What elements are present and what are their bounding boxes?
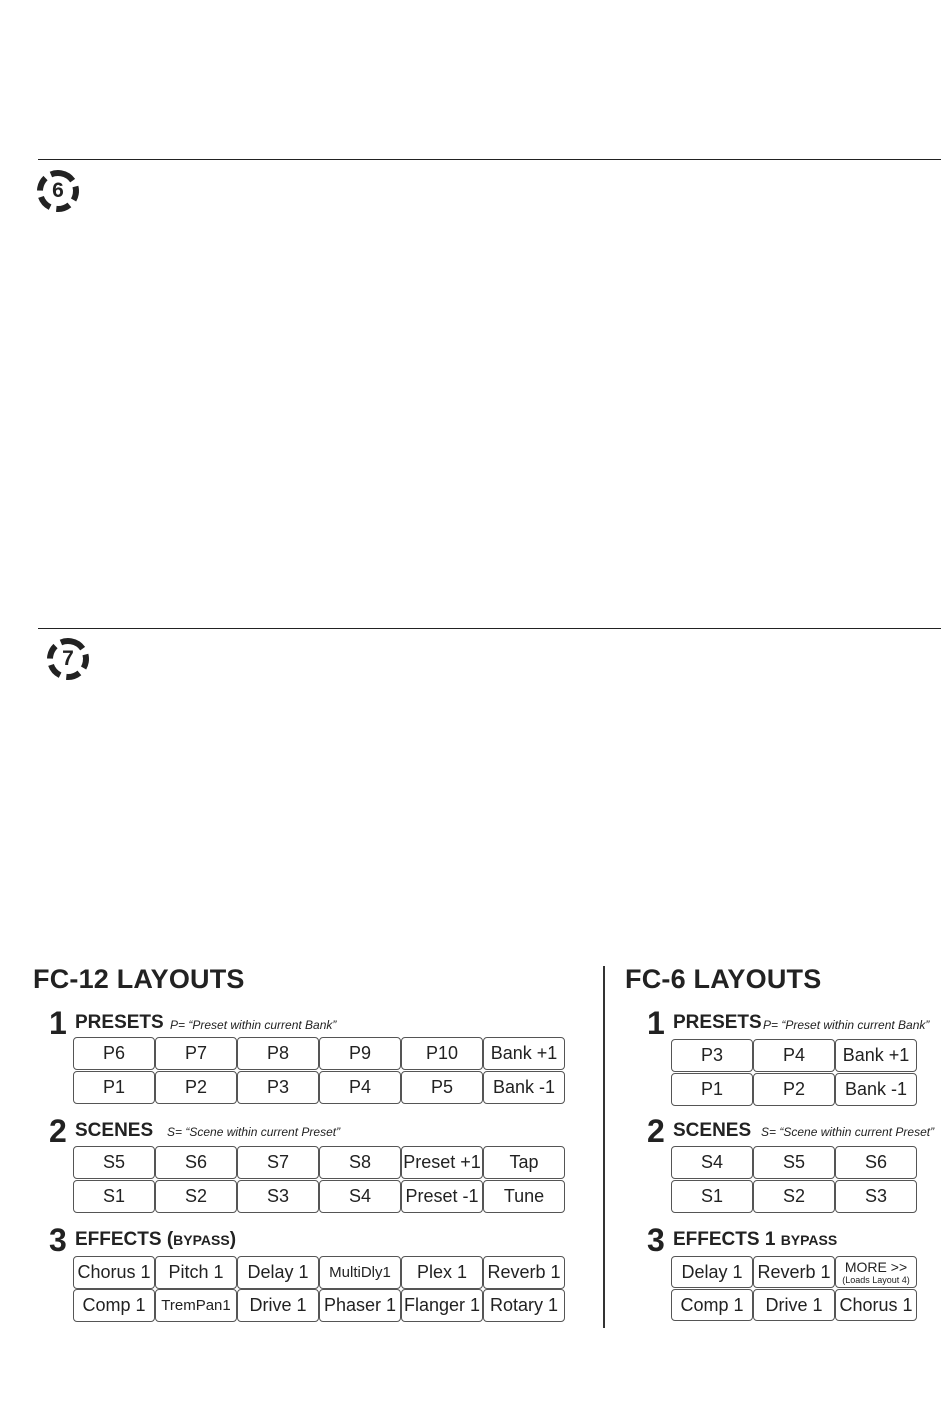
footswitch-button[interactable]: P8 [237, 1037, 319, 1070]
fc6-effects-title [673, 1229, 837, 1251]
fc12-scenes-grid [73, 1146, 565, 1213]
footswitch-button[interactable]: P6 [73, 1037, 155, 1070]
footswitch-button[interactable]: Bank -1 [835, 1073, 917, 1106]
fc12-presets-note: P= “Preset within current Bank” [170, 1018, 337, 1032]
fc12-effects-grid [73, 1256, 565, 1322]
footswitch-button[interactable]: Chorus 1 [73, 1256, 155, 1289]
step-6-badge-icon [35, 168, 81, 214]
step-7-badge-icon [45, 636, 91, 682]
footswitch-button[interactable]: S2 [753, 1180, 835, 1213]
footswitch-button[interactable]: Plex 1 [401, 1256, 483, 1289]
fc12-scenes-note: S= “Scene within current Preset” [167, 1125, 341, 1139]
footswitch-button[interactable]: Delay 1 [671, 1256, 753, 1288]
fc12-layouts-title: FC-12 LAYOUTS [33, 964, 245, 994]
footswitch-button[interactable]: Preset -1 [401, 1180, 483, 1213]
footswitch-button[interactable]: S5 [73, 1146, 155, 1179]
footswitch-button[interactable]: Drive 1 [237, 1289, 319, 1322]
footswitch-button[interactable]: Delay 1 [237, 1256, 319, 1289]
fc12-scenes-number: 2 [49, 1113, 67, 1149]
footswitch-button[interactable]: Chorus 1 [835, 1289, 917, 1321]
fc6-scenes-note: S= “Scene within current Preset” [761, 1125, 935, 1139]
fc6-effects-grid [671, 1256, 917, 1321]
step-number: 7 [62, 647, 74, 670]
footswitch-button[interactable]: S1 [73, 1180, 155, 1213]
footswitch-button[interactable]: P2 [753, 1073, 835, 1106]
footswitch-button[interactable]: P10 [401, 1037, 483, 1070]
footswitch-button[interactable]: S6 [155, 1146, 237, 1179]
fc12-presets-title: PRESETS [75, 1012, 164, 1033]
fc12-effects-number: 3 [49, 1222, 67, 1258]
footswitch-button[interactable]: Drive 1 [753, 1289, 835, 1321]
footswitch-button[interactable]: Rotary 1 [483, 1289, 565, 1322]
footswitch-button[interactable]: P7 [155, 1037, 237, 1070]
footswitch-button[interactable]: TremPan1 [155, 1289, 237, 1322]
footswitch-button[interactable]: S7 [237, 1146, 319, 1179]
footswitch-button[interactable]: S2 [155, 1180, 237, 1213]
section-rule-6 [38, 159, 941, 160]
footswitch-button[interactable]: Tune [483, 1180, 565, 1213]
footswitch-button[interactable]: Phaser 1 [319, 1289, 401, 1322]
footswitch-button[interactable]: P3 [237, 1071, 319, 1104]
fc6-presets-title: PRESETS [673, 1012, 762, 1033]
footswitch-button[interactable]: P9 [319, 1037, 401, 1070]
fc12-scenes-title: SCENES [75, 1120, 154, 1141]
footswitch-button[interactable]: Pitch 1 [155, 1256, 237, 1289]
fc12-presets-number: 1 [49, 1005, 67, 1041]
footswitch-button[interactable]: S4 [319, 1180, 401, 1213]
footswitch-button[interactable]: S5 [753, 1146, 835, 1179]
section-rule-7 [38, 628, 941, 629]
fc6-scenes-title: SCENES [673, 1120, 752, 1141]
step-number: 6 [52, 179, 64, 202]
footswitch-button[interactable]: P4 [753, 1039, 835, 1072]
effects-title-text: EFFECTS 1 [673, 1229, 781, 1250]
fc6-presets-note: P= “Preset within current Bank” [763, 1018, 930, 1032]
footswitch-button[interactable]: P2 [155, 1071, 237, 1104]
footswitch-button[interactable]: S4 [671, 1146, 753, 1179]
footswitch-button[interactable]: Comp 1 [73, 1289, 155, 1322]
effects-title-text: EFFECTS ( [75, 1229, 174, 1250]
footswitch-button[interactable]: P1 [671, 1073, 753, 1106]
footswitch-button[interactable]: P5 [401, 1071, 483, 1104]
fc6-layouts-title: FC-6 LAYOUTS [625, 964, 822, 994]
bypass-label: BYPASS [780, 1232, 838, 1248]
more-layouts-button[interactable] [835, 1256, 917, 1288]
footswitch-button[interactable]: Reverb 1 [753, 1256, 835, 1288]
footswitch-button[interactable]: Bank -1 [483, 1071, 565, 1104]
fc12-effects-title [75, 1229, 236, 1251]
footswitch-button[interactable]: Tap [483, 1146, 565, 1179]
fc6-effects-number: 3 [647, 1222, 665, 1258]
fc6-presets-number: 1 [647, 1005, 665, 1041]
footswitch-button[interactable]: S8 [319, 1146, 401, 1179]
footswitch-button[interactable]: P1 [73, 1071, 155, 1104]
footswitch-button[interactable]: Bank +1 [483, 1037, 565, 1070]
footswitch-button[interactable]: Flanger 1 [401, 1289, 483, 1322]
footswitch-button[interactable]: Preset +1 [401, 1146, 483, 1179]
fc6-scenes-number: 2 [647, 1113, 665, 1149]
footswitch-button[interactable]: MultiDly1 [319, 1256, 401, 1289]
footswitch-button[interactable]: S3 [237, 1180, 319, 1213]
effects-title-close: ) [229, 1229, 237, 1250]
fc6-presets-grid [671, 1039, 917, 1106]
footswitch-button[interactable]: P3 [671, 1039, 753, 1072]
more-label: MORE >> [844, 1259, 908, 1275]
fc6-scenes-grid [671, 1146, 917, 1213]
footswitch-button[interactable]: S1 [671, 1180, 753, 1213]
layouts-divider [603, 966, 605, 1328]
bypass-label: BYPASS [173, 1232, 230, 1248]
footswitch-button[interactable]: S3 [835, 1180, 917, 1213]
footswitch-button[interactable]: S6 [835, 1146, 917, 1179]
footswitch-button[interactable]: Bank +1 [835, 1039, 917, 1072]
footswitch-button[interactable]: Reverb 1 [483, 1256, 565, 1289]
fc12-presets-grid [73, 1037, 565, 1104]
more-sublabel: (Loads Layout 4) [842, 1275, 910, 1285]
footswitch-button[interactable]: Comp 1 [671, 1289, 753, 1321]
footswitch-button[interactable]: P4 [319, 1071, 401, 1104]
